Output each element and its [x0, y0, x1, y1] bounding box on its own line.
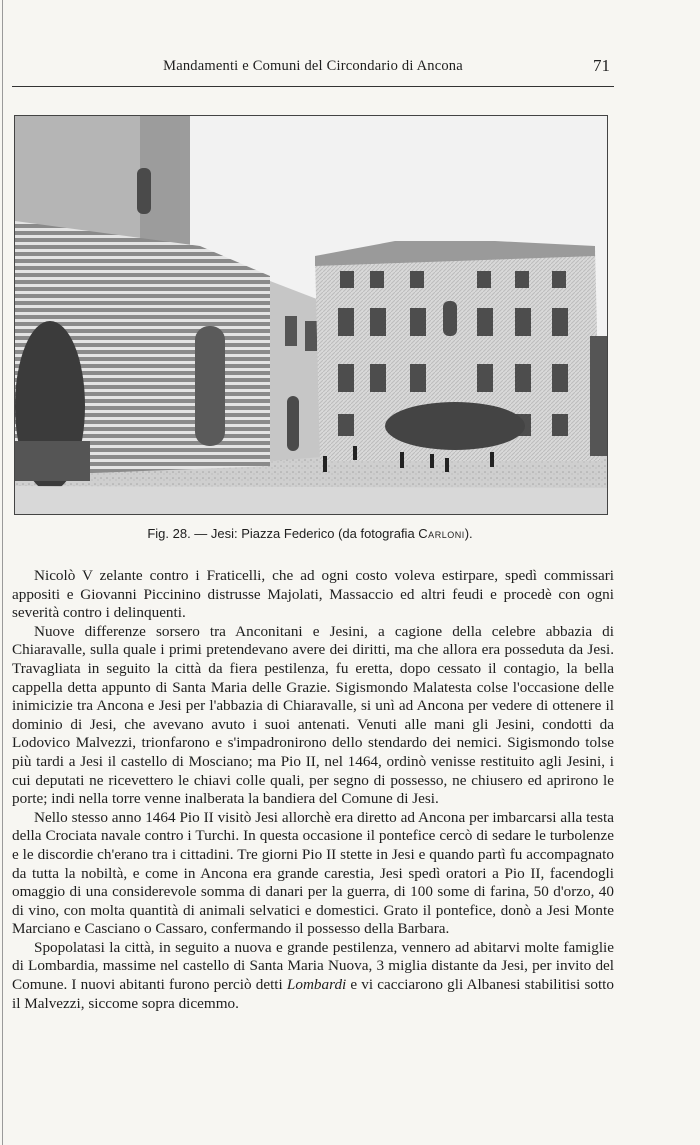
paragraph [12, 939, 614, 1013]
paragraph: Nuove differenze sorsero tra Anconitani e Jesini, a cagione della celebre abbazia di Chiaravalle, sulla quale i primi pretendevano avere dei diritti, ma che allora era posseduta da Jesi. Travagliata in seguito la città da fiera pestilenza, fu eretta, dopo cessato il contagio, la bella cappella detta appunto di Santa Maria delle Grazie. Sigismondo Malatesta colse l'occasione delle inimicizie tra Ancona e Jesi per l'abbazia di Chiaravalle, si unì ad Ancona per vedere di ottenere il dominio di Jesi, che avevano avuto i suoi antenati. Venuti alle mani gli Jesini, condotti da Lodovico Malvezzi, trionfarono e s'impadronirono dello stendardo dei nemici. Sigismondo tolse più tardi a Jesi il castello di Mosciano; ma Pio II, nel 1464, ordinò venisse restituito agli Jesini, i cui deputati ne ricevettero le chiavi colle quali, per segno di possesso, ne chiusero ed aprirono le porte; indi nella torre venne inalberata la bandiera del Comune di Jesi. [12, 622, 614, 808]
figure-caption [14, 526, 606, 541]
caption-text: Fig. 28. — Jesi: Piazza Federico (da fotografia [147, 526, 419, 541]
running-title: Mandamenti e Comuni del Circondario di Ancona [163, 58, 463, 74]
paragraph: Nicolò V zelante contro i Fraticelli, che ad ogni costo voleva estirpare, spedì commissari appositi e Giovanni Piccinino distrusse Majolati, Massaccio ed altri feudi e procedè con ogni severità contro i delinquenti. [12, 567, 614, 622]
paragraph-text: Spopolatasi la città, in seguito a nuova e grande pestilenza, vennero ad abitarvi molte famiglie di Lombardia, massime nel castello di Santa Maria Nuova, 3 miglia distante da Jesi, per invito del Comune. I nuovi abitanti furono perciò detti [12, 938, 614, 994]
figure-photo-piazza-federico [14, 115, 608, 515]
body-text [12, 567, 614, 1013]
caption-end: ). [464, 526, 473, 541]
paragraph: Nello stesso anno 1464 Pio II visitò Jesi allorchè era diretto ad Ancona per imbarcarsi alla testa della Crociata navale contro i Turchi. In questa occasione il pontefice cercò di sedare le turbolenze e le discordie ch'erano tra i cittadini. Tre giorni Pio II stette in Jesi e quando partì fu accompagnato da tutta la nobiltà, e come in Ancona era grande carestia, Jesi spedì oratori a Pio II, facendogli omaggio di una considerevole somma di danari per la guerra, di 100 some di farina, 50 d'orzo, 40 di vino, con molta quantità di animali selvatici e domestici. Grato il pontefice, donò a Jesi Monte Marciano e Casciano o Cassaro, confermando il possesso della Barbara. [12, 808, 614, 938]
page-number: 71 [593, 56, 610, 75]
page-edge-line [2, 0, 3, 1145]
paragraph-text: e vi cacciarono gli Albanesi stabilitisi sotto il Malvezzi, siccome sopra dicemmo. [12, 976, 614, 1012]
page-header [12, 56, 614, 87]
italic-term: Lombardi [286, 976, 347, 994]
engraving-illustration [15, 116, 607, 514]
caption-credit: Carloni [418, 526, 465, 541]
